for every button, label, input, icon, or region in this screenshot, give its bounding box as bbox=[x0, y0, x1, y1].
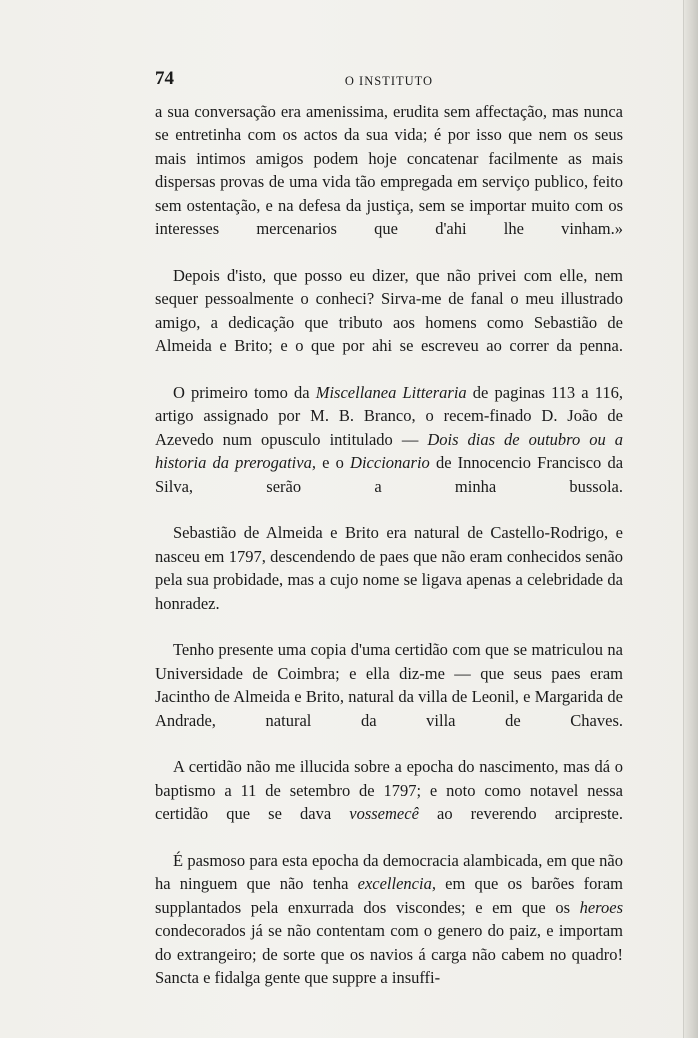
text-run: e o bbox=[315, 453, 351, 473]
text-run: ao reverendo arcipreste. bbox=[418, 804, 623, 824]
text-run: A certidão não me illucida sobre a epocha do nascimento, mas dá o baptismo a 11 de setembro de 1797; e noto como notavel nessa certidão que se dava bbox=[155, 757, 623, 824]
paragraph-p6 bbox=[155, 755, 623, 849]
text-run: condecorados já se não contentam com o genero do paiz, e importam do extrangeiro; de sorte que os navios á carga não cabem no quadro! Sancta e fidalga gente que suppre a insuffi- bbox=[155, 921, 623, 988]
body-text bbox=[155, 100, 623, 989]
page-number: 74 bbox=[155, 68, 174, 89]
running-title: O INSTITUTO bbox=[344, 74, 434, 88]
text-run: Tenho presente uma copia d'uma certidão com que se matriculou na Universidade de Coimbra; e ella diz-me — que seus paes eram Jacintho de Almeida e Brito, natural da villa de Leonil, e Margarida de Andrade, natural da villa de Chaves. bbox=[155, 640, 623, 730]
paragraph-p1 bbox=[155, 100, 623, 264]
page-header bbox=[155, 68, 623, 94]
text-run: O primeiro tomo da bbox=[173, 382, 316, 402]
italic-text: Miscellanea Litteraria bbox=[315, 382, 467, 402]
text-run: em que os barões foram supplantados pela enxurrada dos viscondes; e em que os bbox=[155, 874, 623, 917]
text-run: a sua conversação era amenissima, erudita sem affectação, mas nunca se entretinha com os actos da sua vida; é por isso que nem os seus mais intimos amigos podem hoje concatenar facilmente as mais dispersas provas de uma vida tão empregada em serviço publico, feito sem ostentação, e na defesa da justiça, sem se importar muito com os interesses mercenarios que d'ahi lhe vinham.» bbox=[155, 102, 623, 239]
text-run: de Innocencio Francisco da Silva, serão a minha bussola. bbox=[155, 453, 624, 496]
page-edge bbox=[683, 0, 698, 1038]
paragraph-p5 bbox=[155, 638, 623, 755]
paragraph-p4 bbox=[155, 521, 623, 638]
paragraph-p2 bbox=[155, 264, 623, 381]
italic-text: Dois dias de outubro ou a historia da prerogativa, bbox=[155, 429, 623, 473]
italic-text: Diccionario bbox=[350, 453, 430, 473]
text-run: de paginas 113 a 116, artigo assignado por M. B. Branco, o recem-finado D. João de Azevedo num opusculo intitulado — bbox=[155, 382, 623, 449]
text-run: É pasmoso para esta epocha da democracia alambicada, em que não ha ninguem que não tenha bbox=[155, 851, 623, 894]
italic-text: heroes bbox=[579, 897, 623, 917]
paragraph-p3 bbox=[155, 381, 623, 521]
text-run: Depois d'isto, que posso eu dizer, que não privei com elle, nem sequer pessoalmente o conheci? Sirva-me de fanal o meu illustrado amigo, a dedicação que tributo aos homens como Sebastião de Almeida e Brito; e o que por ahi se escreveu ao correr da penna. bbox=[155, 265, 623, 356]
italic-text: excellencia, bbox=[357, 874, 436, 894]
paragraph-p7 bbox=[155, 849, 623, 989]
italic-text: vossemecê bbox=[349, 804, 419, 824]
text-run: Sebastião de Almeida e Brito era natural de Castello-Rodrigo, e nasceu em 1797, descendendo de paes que não eram conhecidos senão pela sua probidade, mas a cujo nome se ligava apenas a celebridade da honradez. bbox=[155, 523, 623, 613]
